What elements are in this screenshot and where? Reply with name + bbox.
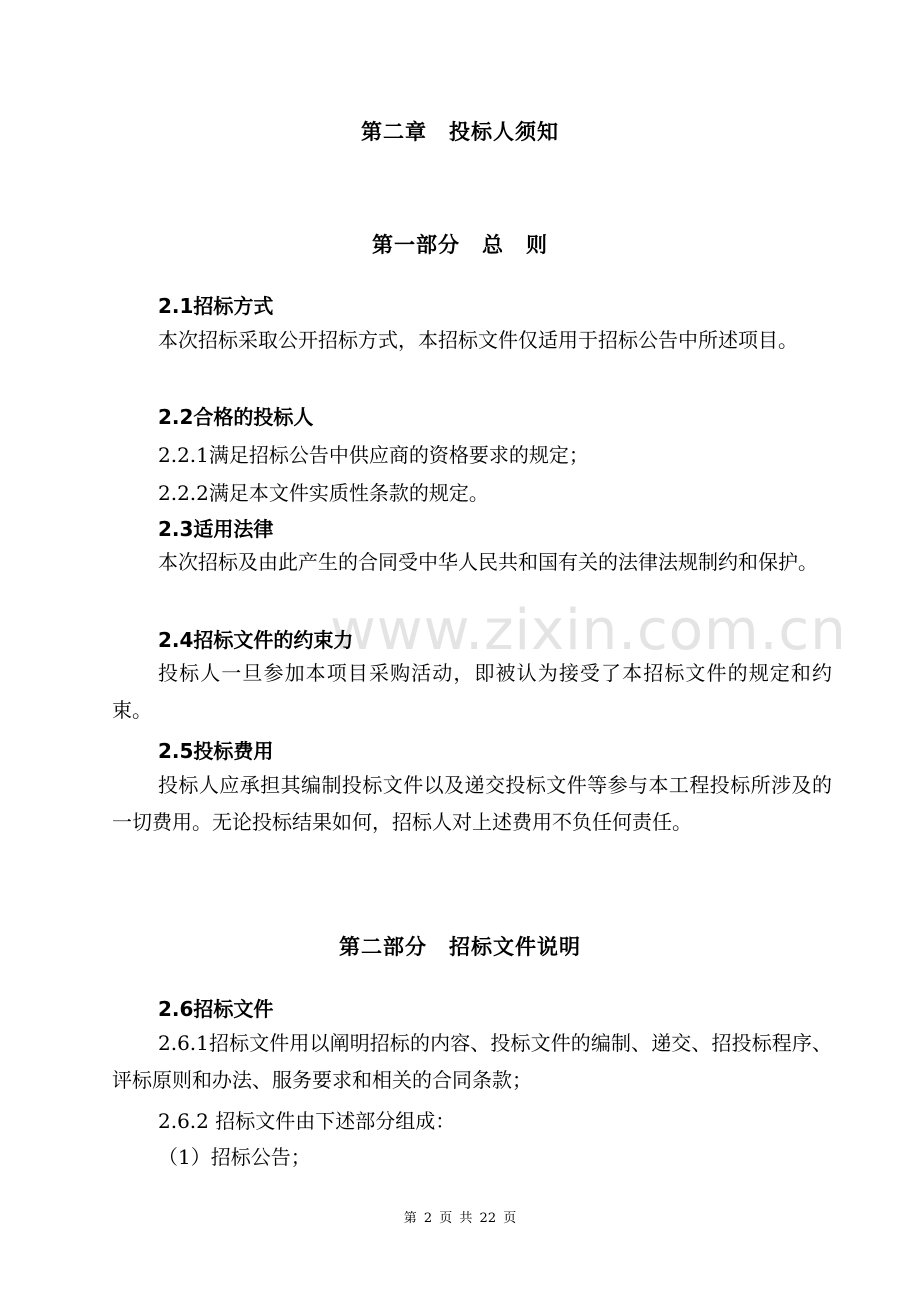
chapter-title: 第二章 投标人须知 — [361, 120, 559, 144]
section-2-2-heading: 2.2合格的投标人 — [158, 405, 314, 429]
section-2-6-2-text: 2.6.2 招标文件由下述部分组成： — [158, 1109, 456, 1133]
part-two-title: 第二部分 招标文件说明 — [339, 935, 581, 959]
section-2-3-heading: 2.3适用法律 — [158, 517, 274, 541]
section-2-2-1-text: 2.2.1满足招标公告中供应商的资格要求的规定； — [158, 443, 589, 467]
section-2-1-heading: 2.1招标方式 — [158, 294, 274, 318]
section-2-4-heading: 2.4招标文件的约束力 — [158, 628, 354, 652]
section-2-3-text: 本次招标及由此产生的合同受中华人民共和国有关的法律法规制约和保护。 — [158, 550, 818, 574]
part-one-title: 第一部分 总 则 — [372, 233, 548, 257]
section-2-5-text: 投标人应承担其编制投标文件以及递交投标文件等参与本工程投标所涉及的一切费用。无论投标结果如何，招标人对上述费用不负任何责任。 — [112, 773, 832, 834]
section-2-5-heading: 2.5投标费用 — [158, 739, 274, 763]
section-2-4-text: 投标人一旦参加本项目采购活动，即被认为接受了本招标文件的规定和约束。 — [112, 661, 832, 722]
page-number-footer: 第 2 页 共 22 页 — [403, 1211, 517, 1226]
section-2-6-1-text: 2.6.1招标文件用以阐明招标的内容、投标文件的编制、递交、招投标程序、评标原则和办法、服务要求和相关的合同条款； — [112, 1031, 832, 1092]
section-2-6-heading: 2.6招标文件 — [158, 997, 274, 1021]
section-2-2-2-text: 2.2.2满足本文件实质性条款的规定。 — [158, 481, 489, 505]
watermark: www.zixin.com.cn — [330, 598, 847, 663]
section-2-1-text: 本次招标采取公开招标方式，本招标文件仅适用于招标公告中所述项目。 — [158, 328, 798, 352]
list-item-1: （1）招标公告； — [158, 1145, 311, 1169]
